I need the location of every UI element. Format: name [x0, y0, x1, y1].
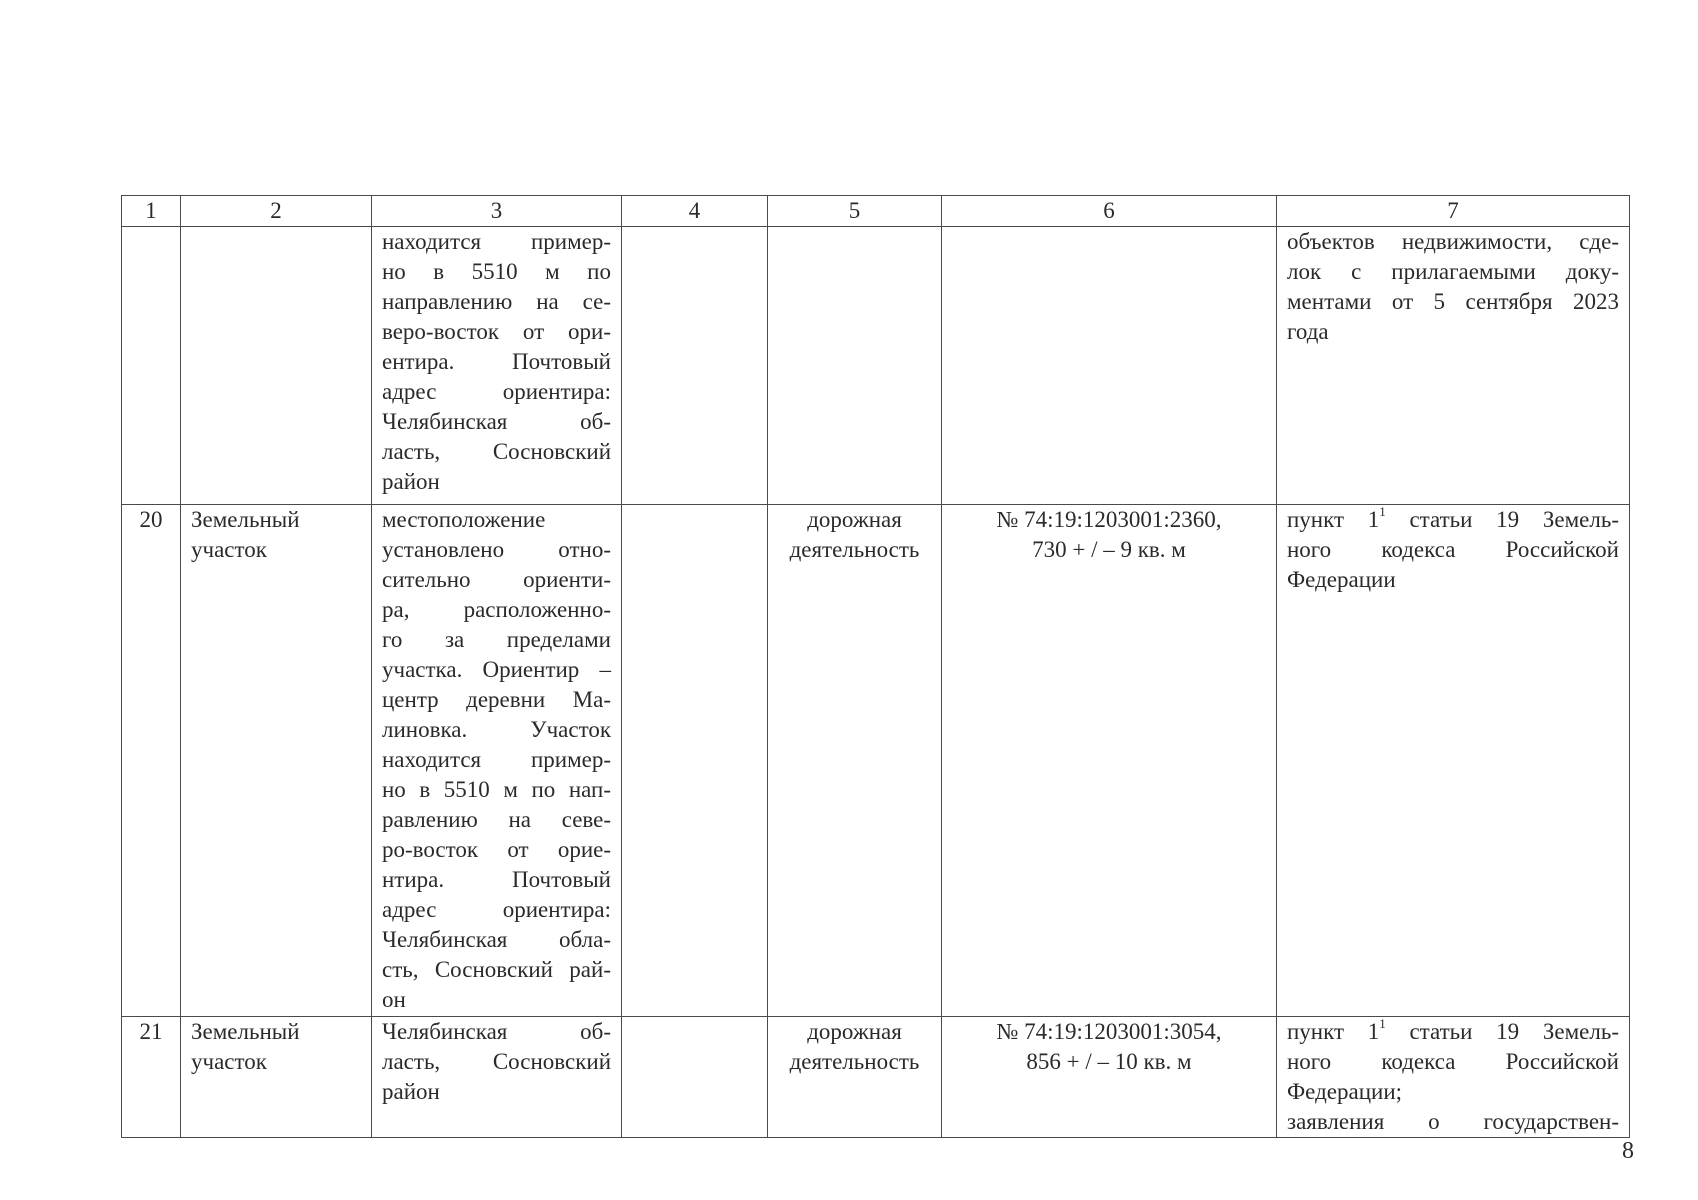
location-line: Челябинская об- — [382, 409, 611, 434]
legal-basis-superscript: 1 — [1379, 504, 1386, 519]
location-line: нтира. Почтовый — [382, 867, 611, 892]
column-header-6: 6 — [942, 196, 1277, 227]
cadastral-number: № 74:19:1203001:2360, — [996, 507, 1222, 532]
location-line: сть, Сосновский рай- — [382, 957, 611, 982]
cadastral-number: № 74:19:1203001:3054, — [996, 1019, 1222, 1044]
location-line: веро-восток от ори- — [382, 319, 611, 344]
location-line: местоположение — [382, 507, 546, 532]
location-line: но в 5510 м по — [382, 259, 611, 284]
purpose-line: деятельность — [789, 537, 920, 562]
table-row — [122, 1017, 1630, 1138]
location-line: центр деревни Ма- — [382, 687, 611, 712]
object-type-cell — [181, 227, 372, 505]
location-line: направлению на се- — [382, 289, 611, 314]
purpose-cell — [768, 505, 942, 1017]
object-type-cell — [181, 505, 372, 1017]
column-header-3: 3 — [372, 196, 622, 227]
location-line: ласть, Сосновский — [382, 1049, 611, 1074]
legal-basis-text: статьи 19 Земель- — [1385, 507, 1619, 532]
legal-basis-line: объектов недвижимости, сде- — [1287, 229, 1619, 254]
location-line: участка. Ориентир – — [382, 657, 611, 682]
cadastral-cell — [942, 227, 1277, 505]
row-number-cell — [122, 227, 181, 505]
location-line: он — [382, 987, 406, 1012]
legal-basis-text: статьи 19 Земель- — [1385, 1019, 1619, 1044]
object-type-line: участок — [191, 537, 267, 562]
legal-basis-prefix: пункт 1 — [1287, 1019, 1380, 1044]
row-number-cell: 20 — [122, 505, 181, 1017]
legal-basis-line: заявления о государствен- — [1287, 1109, 1619, 1134]
plot-area: 730 + / – 9 кв. м — [1032, 537, 1186, 562]
column-header-5: 5 — [768, 196, 942, 227]
legal-basis-superscript: 1 — [1379, 1016, 1386, 1031]
plot-area: 856 + / – 10 кв. м — [1026, 1049, 1192, 1074]
location-line: ентира. Почтовый — [382, 349, 611, 374]
legal-basis-line: Федерации; — [1287, 1079, 1403, 1104]
legal-basis-line: Федерации — [1287, 567, 1396, 592]
location-line: находится пример- — [382, 229, 611, 254]
legal-basis-line: ного кодекса Российской — [1287, 537, 1619, 562]
location-line: район — [382, 469, 440, 494]
location-line: ро-восток от орие- — [382, 837, 611, 862]
column-4-cell — [622, 505, 768, 1017]
legal-basis-line: ментами от 5 сентября 2023 — [1287, 289, 1619, 314]
purpose-line: дорожная — [807, 507, 902, 532]
location-line: установлено отно- — [382, 537, 611, 562]
legal-basis-prefix: пункт 1 — [1287, 507, 1380, 532]
page-number: 8 — [1622, 1138, 1634, 1164]
purpose-line: дорожная — [807, 1019, 902, 1044]
row-number-cell: 21 — [122, 1017, 181, 1138]
legal-basis-line: лок с прилагаемыми доку- — [1287, 259, 1619, 284]
object-type-line: Земельный — [191, 507, 300, 532]
legal-basis-line — [1287, 1017, 1619, 1047]
location-line: равлению на севе- — [382, 807, 611, 832]
legal-basis-line: ного кодекса Российской — [1287, 1049, 1619, 1074]
location-line: линовка. Участок — [382, 717, 611, 742]
location-line: го за пределами — [382, 627, 611, 652]
object-type-line: участок — [191, 1049, 267, 1074]
legal-basis-cell — [1277, 227, 1630, 505]
column-number-header — [122, 196, 1630, 227]
location-line: адрес ориентира: — [382, 897, 611, 922]
location-line: Челябинская об- — [382, 1019, 611, 1044]
location-cell — [372, 227, 622, 505]
cadastral-cell — [942, 1017, 1277, 1138]
location-line: район — [382, 1079, 440, 1104]
location-line: ласть, Сосновский — [382, 439, 611, 464]
location-cell — [372, 1017, 622, 1138]
column-header-2: 2 — [181, 196, 372, 227]
purpose-cell — [768, 227, 942, 505]
location-cell — [372, 505, 622, 1017]
legal-basis-line — [1287, 505, 1619, 535]
column-header-7: 7 — [1277, 196, 1630, 227]
purpose-line: деятельность — [789, 1049, 920, 1074]
location-line: адрес ориентира: — [382, 379, 611, 404]
table-row — [122, 505, 1630, 1017]
table-row — [122, 227, 1630, 505]
legal-basis-cell — [1277, 1017, 1630, 1138]
location-line: сительно ориенти- — [382, 567, 611, 592]
object-type-line: Земельный — [191, 1019, 300, 1044]
location-line: но в 5510 м по нап- — [382, 777, 611, 802]
location-line: Челябинская обла- — [382, 927, 611, 952]
column-header-4: 4 — [622, 196, 768, 227]
land-plots-table — [121, 195, 1630, 1138]
location-line: ра, расположенно- — [382, 597, 611, 622]
cadastral-cell — [942, 505, 1277, 1017]
column-header-1: 1 — [122, 196, 181, 227]
legal-basis-cell — [1277, 505, 1630, 1017]
column-4-cell — [622, 1017, 768, 1138]
legal-basis-line: года — [1287, 319, 1329, 344]
object-type-cell — [181, 1017, 372, 1138]
column-4-cell — [622, 227, 768, 505]
purpose-cell — [768, 1017, 942, 1138]
location-line: находится пример- — [382, 747, 611, 772]
